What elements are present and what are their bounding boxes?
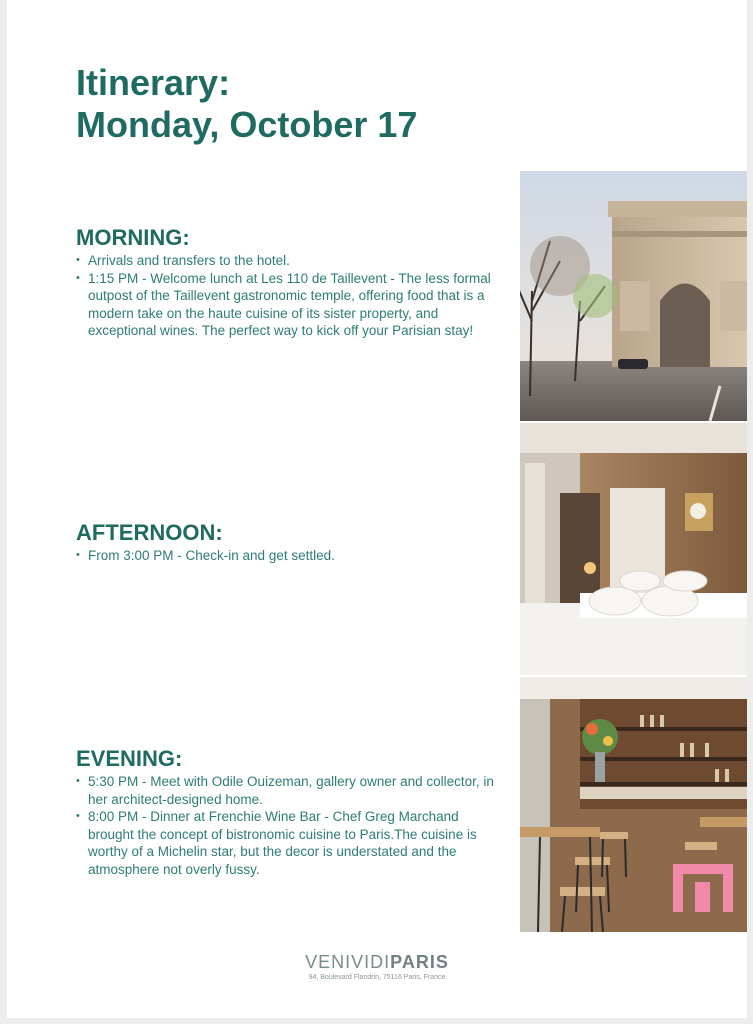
morning-heading: MORNING: [76, 225, 190, 250]
morning-list [76, 252, 508, 340]
list-item: • 8:00 PM - Dinner at Frenchie Wine Bar - Chef Greg Marchand brought the concept of bistronomic cuisine to Paris.The cuisine is worthy of a Michelin star, but the decor is understated and the atmosphere not overly fussy. [76, 808, 508, 878]
footer-address: 94, Boulevard Flandrin, 75116 Paris, France [308, 974, 446, 981]
pink-logo-badge [673, 864, 733, 912]
evening-heading: EVENING: [76, 746, 183, 771]
list-item: • 5:30 PM - Meet with Odile Ouizeman, gallery owner and collector, in her architect-designed home. [76, 773, 508, 808]
title-line-1: Itinerary: [76, 62, 231, 103]
evening-list [76, 773, 508, 879]
wine-bar-photo [520, 677, 747, 932]
venividiparis-logo [7, 952, 747, 973]
logo-part-2: PARIS [390, 952, 449, 972]
page-title [76, 62, 417, 146]
title-line-2: Monday, October 17 [76, 104, 418, 145]
afternoon-heading: AFTERNOON: [76, 520, 223, 545]
afternoon-section [76, 521, 508, 565]
hotel-room-photo [520, 423, 747, 675]
list-item: • 1:15 PM - Welcome lunch at Les 110 de Taillevent - The less formal outpost of the Taillevent gastronomic temple, offering food that is a modern take on the haute cuisine of its sister property, and exceptional wines. The perfect way to kick off your Parisian stay! [76, 270, 508, 340]
arc-de-triomphe-photo [520, 171, 747, 421]
list-item: • Arrivals and transfers to the hotel. [76, 252, 508, 270]
evening-section [76, 747, 508, 879]
itinerary-page [7, 0, 747, 1018]
list-item: • From 3:00 PM - Check-in and get settled. [76, 547, 508, 565]
logo-part-1: VENIVIDI [305, 952, 391, 972]
morning-section [76, 226, 508, 340]
afternoon-list [76, 547, 508, 565]
